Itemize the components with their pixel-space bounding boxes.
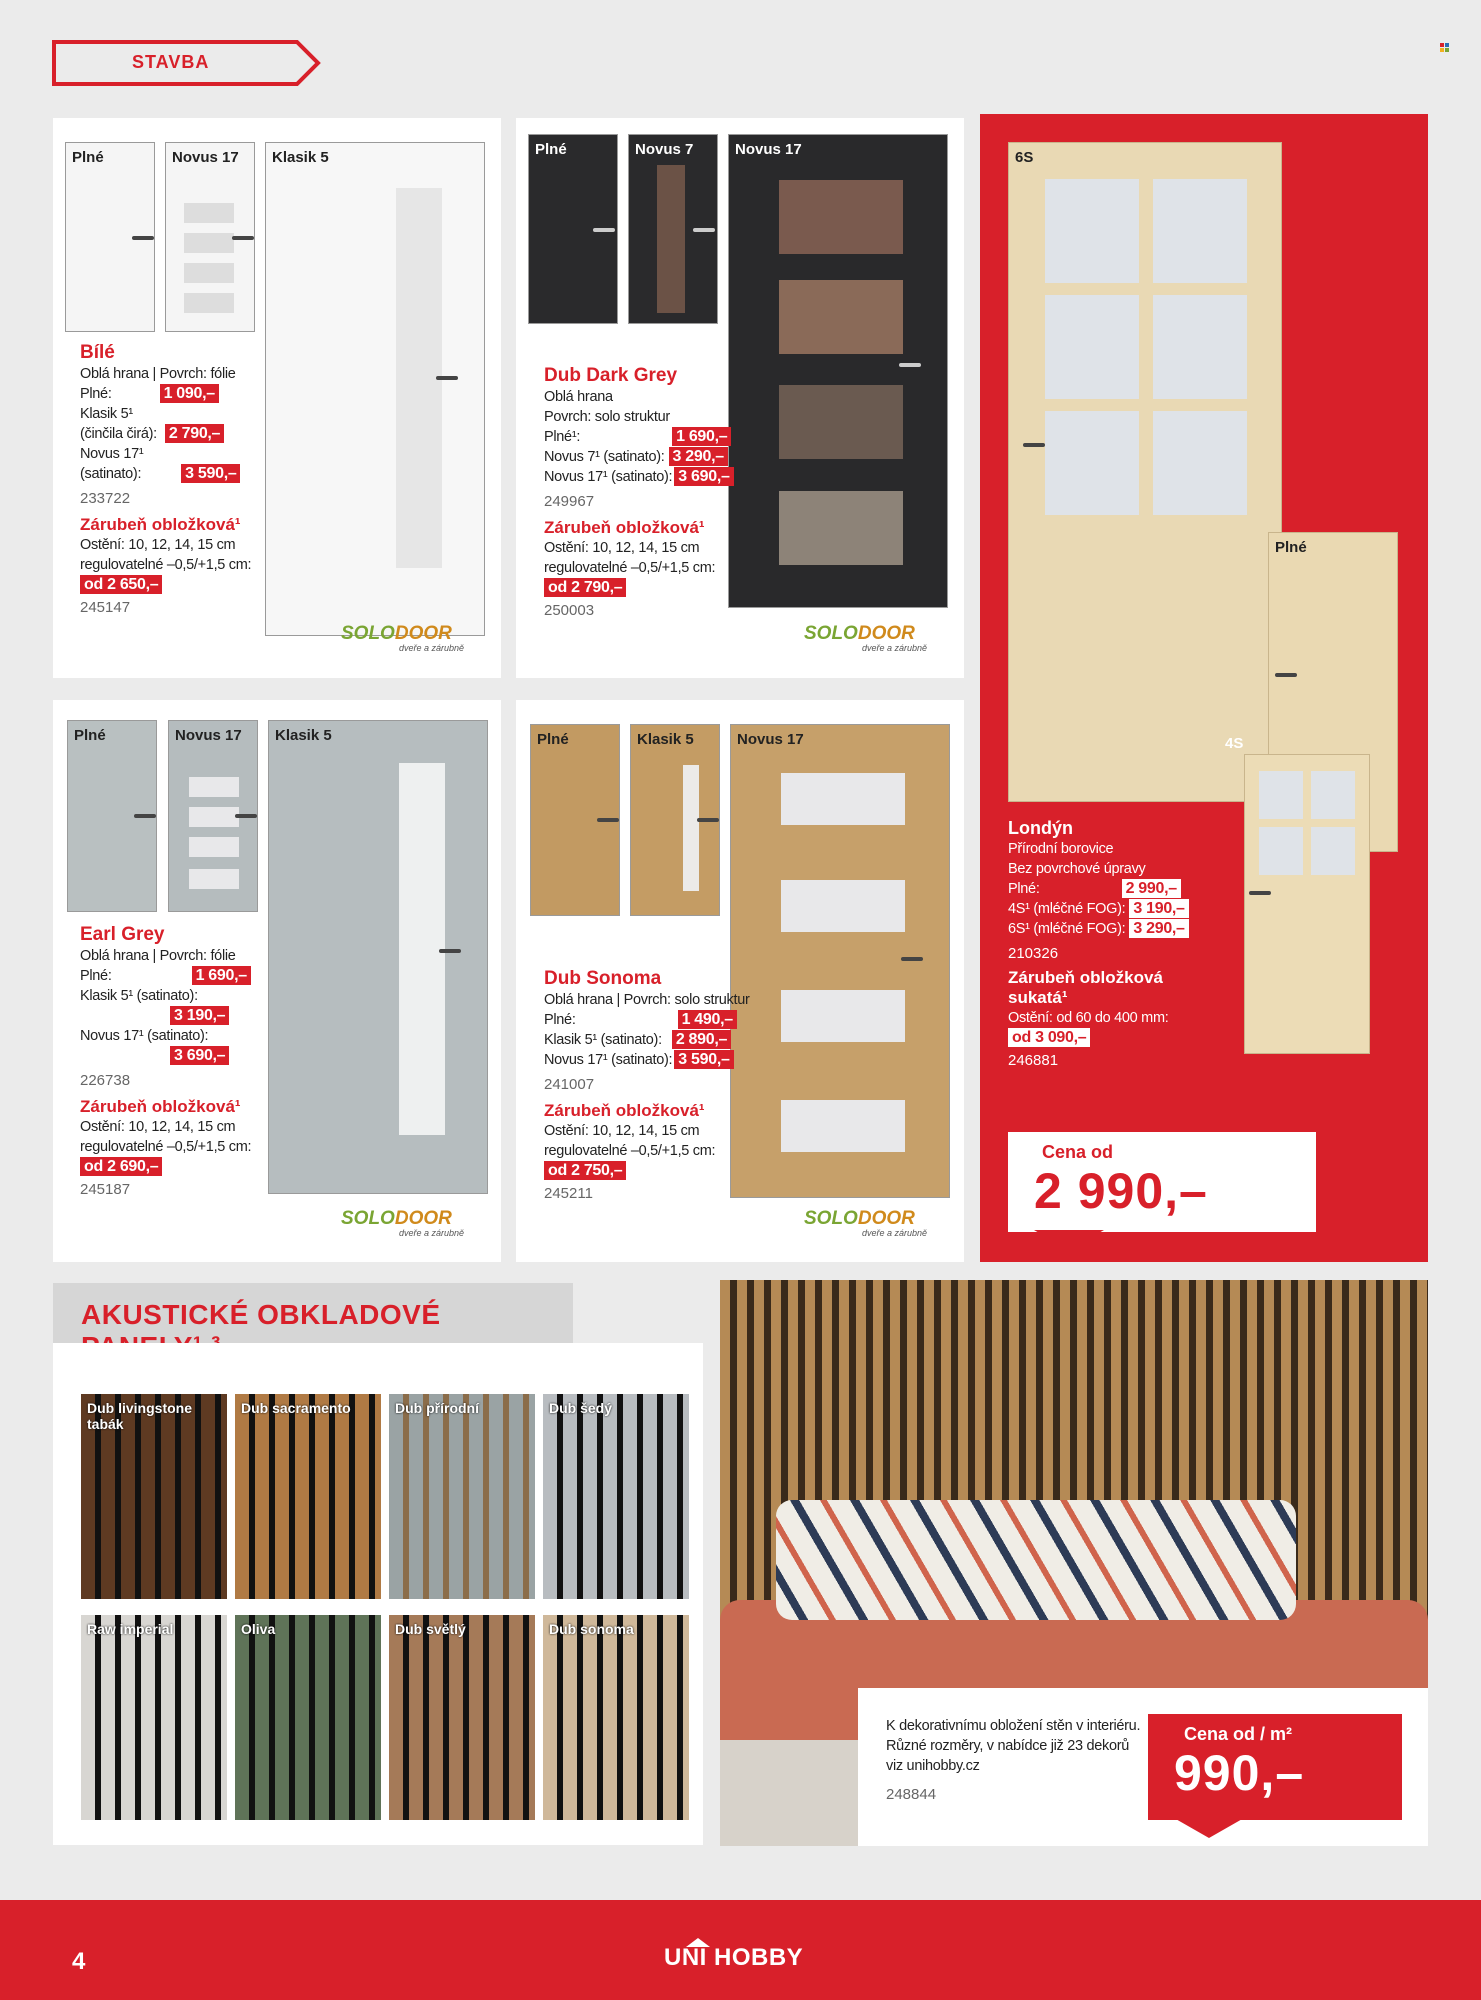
price-plne: 1 090,– — [160, 384, 219, 403]
frame-spec: Ostění: 10, 12, 14, 15 cm — [80, 537, 236, 553]
door-klasik-5: Klasik 5 — [630, 724, 720, 916]
panels-header — [53, 1283, 573, 1343]
section-label: STAVBA — [132, 52, 210, 72]
frame-code: 245187 — [80, 1181, 131, 1198]
panels-desc: K dekorativnímu obložení stěn v interiéru. — [886, 1718, 1141, 1734]
price-label: (satinato): — [80, 466, 142, 482]
product-code: 233722 — [80, 490, 131, 507]
price-label: (činčila čirá): — [80, 426, 157, 442]
price-box-label: Cena od / m² — [1184, 1724, 1293, 1744]
door-6s: 6S — [1008, 142, 1282, 802]
price-novus: 3 590,– — [181, 464, 240, 483]
house-icon — [686, 1938, 710, 1947]
price-label: Klasik 5¹ — [80, 406, 133, 422]
spec-line: Oblá hrana | Povrch: fólie — [80, 948, 236, 964]
product-title: Earl Grey — [80, 924, 165, 945]
price-box-value: 990,– — [1174, 1745, 1305, 1801]
price-label: Plné: — [80, 386, 112, 402]
frame-price: od 2 690,– — [80, 1157, 162, 1176]
solodoor-tagline: dveře a zárubně — [399, 1228, 465, 1238]
panels-desc: viz unihobby.cz — [886, 1758, 980, 1774]
door-4s: 4S — [1244, 754, 1370, 1054]
price-label: Plné: — [544, 1012, 576, 1028]
solodoor-tagline: dveře a zárubně — [399, 643, 465, 653]
price-6s: 3 290,– — [1129, 919, 1188, 938]
section-tag — [52, 40, 322, 86]
price-box-londyn — [1008, 1132, 1316, 1232]
door-novus-7: Novus 7 — [628, 134, 718, 324]
price-novus: 3 690,– — [170, 1046, 229, 1065]
price-label: Plné: — [80, 968, 112, 984]
door-plne: Plné — [528, 134, 618, 324]
price-novus7: 3 290,– — [669, 447, 728, 466]
price-4s: 3 190,– — [1129, 899, 1188, 918]
frame-price: od 2 650,– — [80, 575, 162, 594]
price-label: 4S¹ (mléčné FOG): — [1008, 901, 1126, 917]
door-klasik-5: Klasik 5 — [268, 720, 488, 1194]
door-plne: Plné — [65, 142, 155, 332]
door-plne: Plné — [530, 724, 620, 916]
price-plne: 1 690,– — [192, 966, 251, 985]
frame-price: od 3 090,– — [1008, 1028, 1090, 1047]
frame-spec: regulovatelné –0,5/+1,5 cm: — [80, 557, 252, 573]
frame-spec: regulovatelné –0,5/+1,5 cm: — [80, 1139, 252, 1155]
frame-code: 245211 — [544, 1185, 593, 1202]
panels-code: 248844 — [886, 1786, 937, 1803]
door-plne: Plné — [1268, 532, 1398, 852]
solodoor-logo: SOLODOOR — [341, 1208, 452, 1229]
door-novus-17: Novus 17 — [168, 720, 258, 912]
panels-title: AKUSTICKÉ OBKLADOVÉ — [81, 1299, 441, 1330]
unihobby-logo: UNI HOBBY — [664, 1944, 804, 1971]
product-code: 241007 — [544, 1076, 595, 1093]
frame-price: od 2 750,– — [544, 1161, 626, 1180]
product-card-bile — [53, 118, 501, 678]
frame-spec: Ostění: 10, 12, 14, 15 cm — [80, 1119, 236, 1135]
price-novus: 3 590,– — [674, 1050, 733, 1069]
price-label: Klasik 5¹ (satinato): — [544, 1032, 662, 1048]
price-klasik: 3 190,– — [170, 1006, 229, 1025]
frame-spec: Ostění: 10, 12, 14, 15 cm — [544, 540, 700, 556]
spec-line: Oblá hrana | Povrch: fólie — [80, 366, 236, 382]
product-card-earlgrey — [53, 700, 501, 1262]
price-klasik: 2 890,– — [672, 1030, 731, 1049]
price-label: Novus 7¹ (satinato): — [544, 449, 665, 465]
solodoor-logo: SOLODOOR — [341, 623, 452, 644]
solodoor-logo: SOLODOOR — [804, 623, 915, 644]
product-card-londyn — [980, 114, 1428, 1262]
price-label: Novus 17¹ — [80, 446, 144, 462]
frame-title: Zárubeň obložková¹ — [80, 515, 241, 534]
swatch-dub-livingstone: Dub livingstone tabák — [81, 1394, 227, 1599]
swatch-dub-sedy: Dub šedý — [543, 1394, 689, 1599]
price-box-label: Cena od — [1042, 1142, 1114, 1162]
frame-title: sukatá¹ — [1008, 988, 1068, 1007]
spec-line: Přírodní borovice — [1008, 841, 1114, 857]
swatch-dub-prirodni: Dub přírodní — [389, 1394, 535, 1599]
door-novus-17: Novus 17 — [728, 134, 948, 608]
price-box-panels — [1148, 1714, 1402, 1820]
price-label: Plné: — [1008, 881, 1040, 897]
frame-code: 245147 — [80, 599, 131, 616]
frame-price: od 2 790,– — [544, 578, 626, 597]
door-klasik-5: Klasik 5 — [265, 142, 485, 636]
product-code: 249967 — [544, 493, 595, 510]
spec-line: Bez povrchové úpravy — [1008, 861, 1146, 877]
price-label: Plné¹: — [544, 429, 581, 445]
corner-mark-icon — [1440, 40, 1450, 50]
frame-title: Zárubeň obložková — [1008, 968, 1163, 987]
frame-spec: Ostění: od 60 do 400 mm: — [1008, 1010, 1169, 1026]
spec-line: Oblá hrana — [544, 389, 613, 405]
frame-code: 246881 — [1008, 1052, 1059, 1069]
solodoor-logo: SOLODOOR — [804, 1208, 915, 1229]
product-code: 210326 — [1008, 945, 1059, 962]
product-title: Dub Dark Grey — [544, 365, 678, 386]
solodoor-tagline: dveře a zárubně — [862, 643, 928, 653]
price-label: Novus 17¹ (satinato): — [544, 469, 673, 485]
spec-line: Oblá hrana | Povrch: solo struktur — [544, 992, 750, 1008]
product-card-darkgrey — [516, 118, 964, 678]
price-klasik: 2 790,– — [165, 424, 224, 443]
swatch-dub-sonoma: Dub sonoma — [543, 1615, 689, 1820]
product-card-sonoma — [516, 700, 964, 1262]
price-plne: 1 690,– — [672, 427, 731, 446]
door-plne: Plné — [67, 720, 157, 912]
price-label: Klasik 5¹ (satinato): — [80, 988, 198, 1004]
solodoor-tagline: dveře a zárubně — [862, 1228, 928, 1238]
swatch-dub-sacramento: Dub sacramento — [235, 1394, 381, 1599]
price-plne: 2 990,– — [1122, 879, 1181, 898]
panels-info-box — [858, 1688, 1428, 1846]
price-label: Novus 17¹ (satinato): — [544, 1052, 673, 1068]
product-title: Dub Sonoma — [544, 968, 662, 989]
swatch-dub-svetly: Dub světlý — [389, 1615, 535, 1820]
swatch-raw-imperial: Raw imperial — [81, 1615, 227, 1820]
frame-spec: regulovatelné –0,5/+1,5 cm: — [544, 560, 716, 576]
product-title: Londýn — [1008, 818, 1073, 838]
frame-title: Zárubeň obložková¹ — [80, 1097, 241, 1116]
footer-bar — [0, 1900, 1481, 2000]
frame-spec: regulovatelné –0,5/+1,5 cm: — [544, 1143, 716, 1159]
swatch-oliva: Oliva — [235, 1615, 381, 1820]
frame-title: Zárubeň obložková¹ — [544, 1101, 705, 1120]
price-label: Novus 17¹ (satinato): — [80, 1028, 209, 1044]
price-novus17: 3 690,– — [674, 467, 733, 486]
cushion-image — [776, 1500, 1296, 1620]
price-label: 6S¹ (mléčné FOG): — [1008, 921, 1126, 937]
price-plne: 1 490,– — [678, 1010, 737, 1029]
product-code: 226738 — [80, 1072, 131, 1089]
frame-spec: Ostění: 10, 12, 14, 15 cm — [544, 1123, 700, 1139]
door-novus-17: Novus 17 — [165, 142, 255, 332]
frame-title: Zárubeň obložková¹ — [544, 518, 705, 537]
price-box-value: 2 990,– — [1034, 1163, 1208, 1219]
spec-line: Povrch: solo struktur — [544, 409, 670, 425]
page-number: 4 — [72, 1948, 86, 1975]
door-novus-17: Novus 17 — [730, 724, 950, 1198]
swatch-grid — [53, 1343, 703, 1845]
product-title: Bílé — [80, 342, 115, 363]
frame-code: 250003 — [544, 602, 595, 619]
panels-desc: Různé rozměry, v nabídce již 23 dekorů — [886, 1738, 1130, 1754]
